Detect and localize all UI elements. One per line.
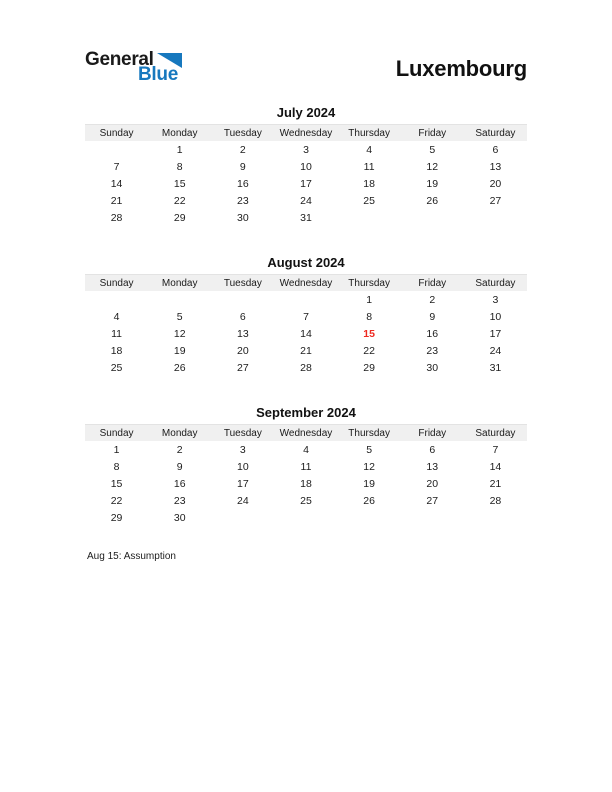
day-cell: 20 bbox=[237, 344, 249, 357]
day-cell: 11 bbox=[300, 460, 312, 473]
day-cell: 26 bbox=[363, 494, 375, 507]
weekday-label: Friday bbox=[418, 127, 447, 139]
day-cell: 7 bbox=[113, 160, 120, 173]
month-title: August 2024 bbox=[267, 255, 345, 270]
day-cell: 14 bbox=[300, 327, 312, 340]
day-cell: 31 bbox=[300, 211, 312, 224]
day-cell: 21 bbox=[300, 344, 312, 357]
day-cell: 29 bbox=[110, 511, 123, 524]
day-cell: 27 bbox=[489, 194, 502, 207]
day-grid bbox=[85, 291, 527, 376]
day-cell: 16 bbox=[173, 477, 186, 490]
day-cell: 8 bbox=[366, 310, 373, 323]
day-cell: 3 bbox=[492, 293, 499, 306]
day-cell: 27 bbox=[237, 361, 249, 374]
weekday-label: Tuesday bbox=[223, 277, 262, 289]
weekday-label: Friday bbox=[418, 427, 447, 439]
day-cell: 12 bbox=[173, 327, 186, 340]
day-cell: 2 bbox=[429, 293, 436, 306]
day-cell: 13 bbox=[237, 327, 249, 340]
day-cell: 29 bbox=[363, 361, 375, 374]
weekday-header-row bbox=[85, 274, 527, 291]
day-cell: 23 bbox=[237, 194, 249, 207]
weekday-label: Saturday bbox=[475, 127, 516, 139]
weekday-label: Thursday bbox=[348, 127, 390, 139]
day-cell: 30 bbox=[173, 511, 186, 524]
day-cell: 6 bbox=[429, 443, 436, 456]
day-cell: 14 bbox=[489, 460, 502, 473]
weekday-label: Friday bbox=[418, 277, 447, 289]
day-cell: 27 bbox=[426, 494, 439, 507]
day-grid bbox=[85, 441, 527, 526]
day-cell: 5 bbox=[176, 310, 183, 323]
day-cell: 17 bbox=[489, 327, 502, 340]
weekday-header-row bbox=[85, 124, 527, 141]
day-cell: 18 bbox=[363, 177, 375, 190]
day-cell: 3 bbox=[239, 443, 246, 456]
day-cell: 17 bbox=[237, 477, 249, 490]
day-cell: 23 bbox=[173, 494, 186, 507]
day-cell: 19 bbox=[173, 344, 186, 357]
day-cell: 16 bbox=[237, 177, 249, 190]
day-cell: 7 bbox=[492, 443, 499, 456]
weekday-label: Wednesday bbox=[279, 127, 333, 139]
day-cell: 21 bbox=[110, 194, 123, 207]
day-cell: 18 bbox=[110, 344, 123, 357]
page-header bbox=[85, 50, 527, 84]
day-cell: 21 bbox=[489, 477, 502, 490]
page-title: Luxembourg bbox=[395, 56, 527, 81]
day-cell: 6 bbox=[492, 143, 499, 156]
general-blue-logo bbox=[85, 50, 195, 84]
day-cell: 24 bbox=[237, 494, 249, 507]
month-calendar-july bbox=[85, 105, 527, 226]
day-cell: 25 bbox=[300, 494, 312, 507]
weekday-label: Wednesday bbox=[279, 427, 333, 439]
day-cell: 30 bbox=[237, 211, 249, 224]
weekday-label: Thursday bbox=[348, 427, 390, 439]
calendars-container bbox=[85, 105, 527, 555]
day-cell: 5 bbox=[366, 443, 373, 456]
day-cell: 23 bbox=[426, 344, 439, 357]
day-cell: 25 bbox=[363, 194, 375, 207]
day-cell: 4 bbox=[366, 143, 373, 156]
month-calendar-august bbox=[85, 255, 527, 376]
day-cell: 12 bbox=[363, 460, 375, 473]
day-cell: 13 bbox=[426, 460, 439, 473]
day-cell: 22 bbox=[110, 494, 123, 507]
month-title: September 2024 bbox=[256, 405, 356, 420]
day-cell: 3 bbox=[303, 143, 309, 156]
day-cell: 4 bbox=[113, 310, 120, 323]
day-cell: 10 bbox=[300, 160, 312, 173]
day-cell: 16 bbox=[426, 327, 439, 340]
weekday-label: Tuesday bbox=[223, 427, 262, 439]
day-cell: 22 bbox=[363, 344, 375, 357]
day-cell: 2 bbox=[176, 443, 183, 456]
weekday-label: Monday bbox=[161, 277, 198, 289]
day-cell: 25 bbox=[110, 361, 123, 374]
day-cell: 4 bbox=[303, 443, 309, 456]
day-cell: 15 bbox=[173, 177, 186, 190]
day-cell: 26 bbox=[173, 361, 186, 374]
day-cell: 24 bbox=[489, 344, 502, 357]
day-grid bbox=[85, 141, 527, 226]
logo-text-general: General bbox=[85, 49, 154, 70]
day-cell: 28 bbox=[300, 361, 312, 374]
day-cell: 18 bbox=[300, 477, 312, 490]
weekday-label: Wednesday bbox=[279, 277, 333, 289]
day-cell: 2 bbox=[239, 143, 246, 156]
day-cell: 8 bbox=[176, 160, 183, 173]
day-cell: 9 bbox=[176, 460, 183, 473]
day-cell: 29 bbox=[173, 211, 186, 224]
footnote-aug-15-assumption: Aug 15: Assumption bbox=[87, 551, 176, 562]
month-calendar-september bbox=[85, 405, 527, 526]
day-cell: 17 bbox=[300, 177, 312, 190]
day-cell: 11 bbox=[111, 327, 123, 340]
day-cell: 5 bbox=[429, 143, 436, 156]
day-cell: 28 bbox=[110, 211, 123, 224]
month-title: July 2024 bbox=[276, 105, 336, 120]
day-cell: 9 bbox=[429, 310, 436, 323]
day-cell: 1 bbox=[113, 443, 120, 456]
weekday-label: Saturday bbox=[475, 277, 516, 289]
weekday-label: Monday bbox=[161, 127, 198, 139]
day-cell: 15 bbox=[363, 327, 375, 340]
day-cell: 11 bbox=[363, 160, 375, 173]
day-cell: 6 bbox=[239, 310, 246, 323]
weekday-label: Sunday bbox=[99, 127, 134, 139]
day-cell: 1 bbox=[176, 143, 183, 156]
day-cell: 20 bbox=[489, 177, 502, 190]
weekday-header-row bbox=[85, 424, 527, 441]
day-cell: 30 bbox=[426, 361, 439, 374]
weekday-label: Saturday bbox=[475, 427, 516, 439]
weekday-label: Sunday bbox=[99, 427, 134, 439]
weekday-label: Sunday bbox=[99, 277, 134, 289]
day-cell: 26 bbox=[426, 194, 439, 207]
day-cell: 22 bbox=[173, 194, 186, 207]
day-cell: 12 bbox=[426, 160, 439, 173]
day-cell: 10 bbox=[237, 460, 249, 473]
weekday-label: Tuesday bbox=[223, 127, 262, 139]
day-cell: 9 bbox=[239, 160, 246, 173]
day-cell: 15 bbox=[110, 477, 123, 490]
day-cell: 24 bbox=[300, 194, 312, 207]
day-cell: 8 bbox=[113, 460, 120, 473]
day-cell: 14 bbox=[110, 177, 123, 190]
day-cell: 13 bbox=[489, 160, 502, 173]
weekday-label: Thursday bbox=[348, 277, 390, 289]
day-cell: 7 bbox=[303, 310, 309, 323]
day-cell: 20 bbox=[426, 477, 439, 490]
weekday-label: Monday bbox=[161, 427, 198, 439]
day-cell: 1 bbox=[366, 293, 373, 306]
day-cell: 19 bbox=[363, 477, 375, 490]
day-cell: 31 bbox=[489, 361, 502, 374]
day-cell: 28 bbox=[489, 494, 502, 507]
day-cell: 10 bbox=[489, 310, 502, 323]
day-cell: 19 bbox=[426, 177, 439, 190]
holiday-footnotes bbox=[87, 551, 527, 562]
logo-text-blue: Blue bbox=[138, 64, 178, 85]
